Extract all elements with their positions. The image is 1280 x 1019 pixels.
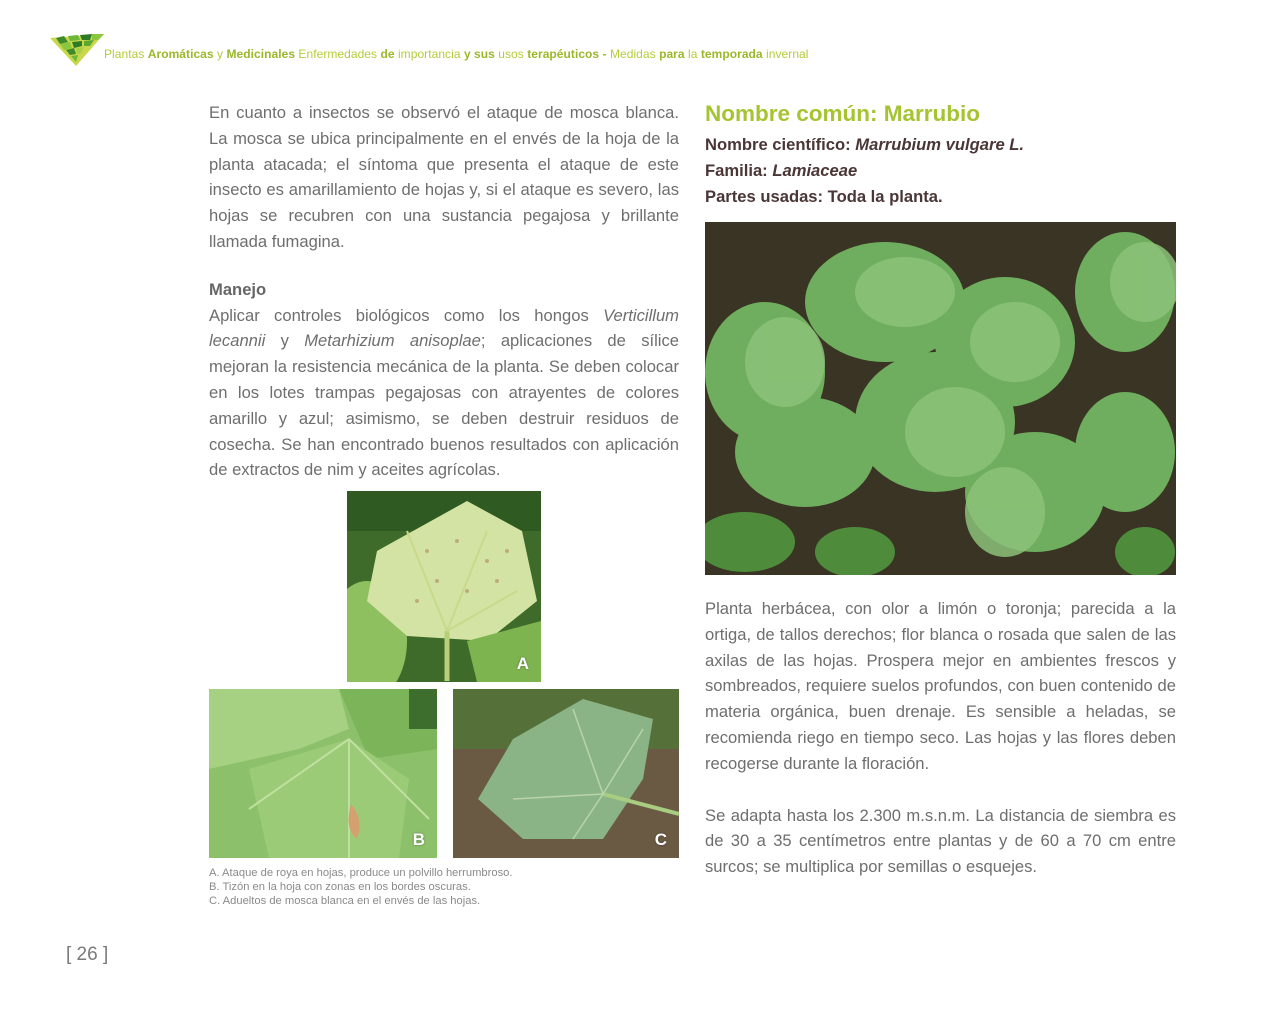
text-span: Aplicar controles biológicos como los hongos (209, 305, 604, 325)
scientific-name-line (705, 132, 1176, 158)
page-number: [ 26 ] (66, 944, 109, 965)
leaf-image (347, 491, 541, 682)
page-header (48, 32, 948, 68)
running-title-segment: y sus (463, 47, 495, 61)
label: Nombre científico: (705, 135, 856, 154)
leaf-image (453, 689, 679, 858)
photo-b-blight-leaf (209, 689, 437, 858)
running-title-segment: usos (494, 47, 528, 61)
photo-c-whitefly-leaf (453, 689, 679, 858)
caption-b: B. Tizón en la hoja con zonas en los bordes oscuras. (209, 881, 471, 893)
description-paragraph-1: Planta herbácea, con olor a limón o toronja; parecida a la ortiga, de tallos derechos; flor blanca o rosada que salen de las axilas de las hojas. Prospera mejor en ambientes frescos y sombreados, requiere suelos profundos, con buen contenido de materia orgánica, buen drenaje. Es sensible a heladas, se recomienda riego en tiempo seco. Las hojas y las flores deben recogerse durante la floración. (705, 599, 1176, 773)
running-title-segment: Enfermedades (295, 47, 381, 61)
marrubio-photo (705, 222, 1176, 575)
management-paragraph (209, 303, 679, 484)
leaf-image (209, 689, 437, 858)
common-name-title: Nombre común: Marrubio (705, 101, 981, 126)
running-title-segment: la (684, 47, 701, 61)
species-name: Verticillum lecannii (209, 305, 679, 351)
running-title (104, 47, 808, 61)
running-title-segment: Medicinales (226, 47, 296, 61)
text-span: ; aplicaciones de sílice mejoran la resistencia mecánica de la planta. Se deben colocar en los lotes trampas pegajosas con atrayentes de colores amarillo y azul; asimismo, se deben destruir residuos de cosecha. Se han encontrado buenos resultados con aplicación de extractos de nim y aceites agrícolas. (209, 331, 679, 480)
running-title-segment: de (380, 47, 395, 61)
running-title-segment: Plantas (104, 47, 148, 61)
family-line (705, 158, 1176, 184)
photo-a-rust-leaf (347, 491, 541, 682)
parts-used-line: Partes usadas: Toda la planta. (705, 187, 943, 206)
scientific-name: Marrubium vulgare L. (855, 135, 1025, 154)
description-paragraph-2: Se adapta hasta los 2.300 m.s.n.m. La distancia de siembra es de 30 a 35 centímetros entre plantas y de 60 a 70 cm entre surcos; se multiplica por semillas o esquejes. (705, 805, 1176, 877)
left-column (209, 100, 679, 483)
photo-label: A (516, 654, 529, 673)
photo-label: B (412, 830, 425, 849)
family-name: Lamiaceae (772, 161, 858, 180)
running-title-segment: y (213, 47, 227, 61)
species-name: Metarhizium anisoplae (304, 331, 481, 351)
management-heading: Manejo (209, 279, 267, 299)
label: Familia: (705, 161, 773, 180)
running-title-segment: temporada (700, 47, 763, 61)
running-title-segment: terapéuticos - (527, 47, 607, 61)
running-title-segment: Aromáticas (147, 47, 214, 61)
checkered-triangle-logo-icon (48, 32, 106, 68)
running-title-segment: invernal (762, 47, 809, 61)
right-column (705, 100, 1176, 210)
running-title-segment: Medidas (606, 47, 660, 61)
description-block (705, 596, 1176, 880)
caption-a: A. Ataque de roya en hojas, produce un polvillo herrumbroso. (209, 867, 513, 879)
text-span: y (265, 331, 305, 351)
photo-label: C (654, 830, 667, 849)
caption-c: C. Adueltos de mosca blanca en el envés de las hojas. (209, 895, 481, 907)
plant-image (705, 222, 1176, 575)
intro-paragraph: En cuanto a insectos se observó el ataque de mosca blanca. La mosca se ubica principalmente en el envés de la hoja de la planta atacada; el síntoma que presenta el ataque de este insecto es amarillamiento de hojas y, si el ataque es severo, las hojas se recubren con una sustancia pegajosa y brillante llamada fumagina. (209, 103, 679, 251)
photo-captions (209, 866, 513, 908)
running-title-segment: importancia (394, 47, 464, 61)
running-title-segment: para (659, 47, 685, 61)
